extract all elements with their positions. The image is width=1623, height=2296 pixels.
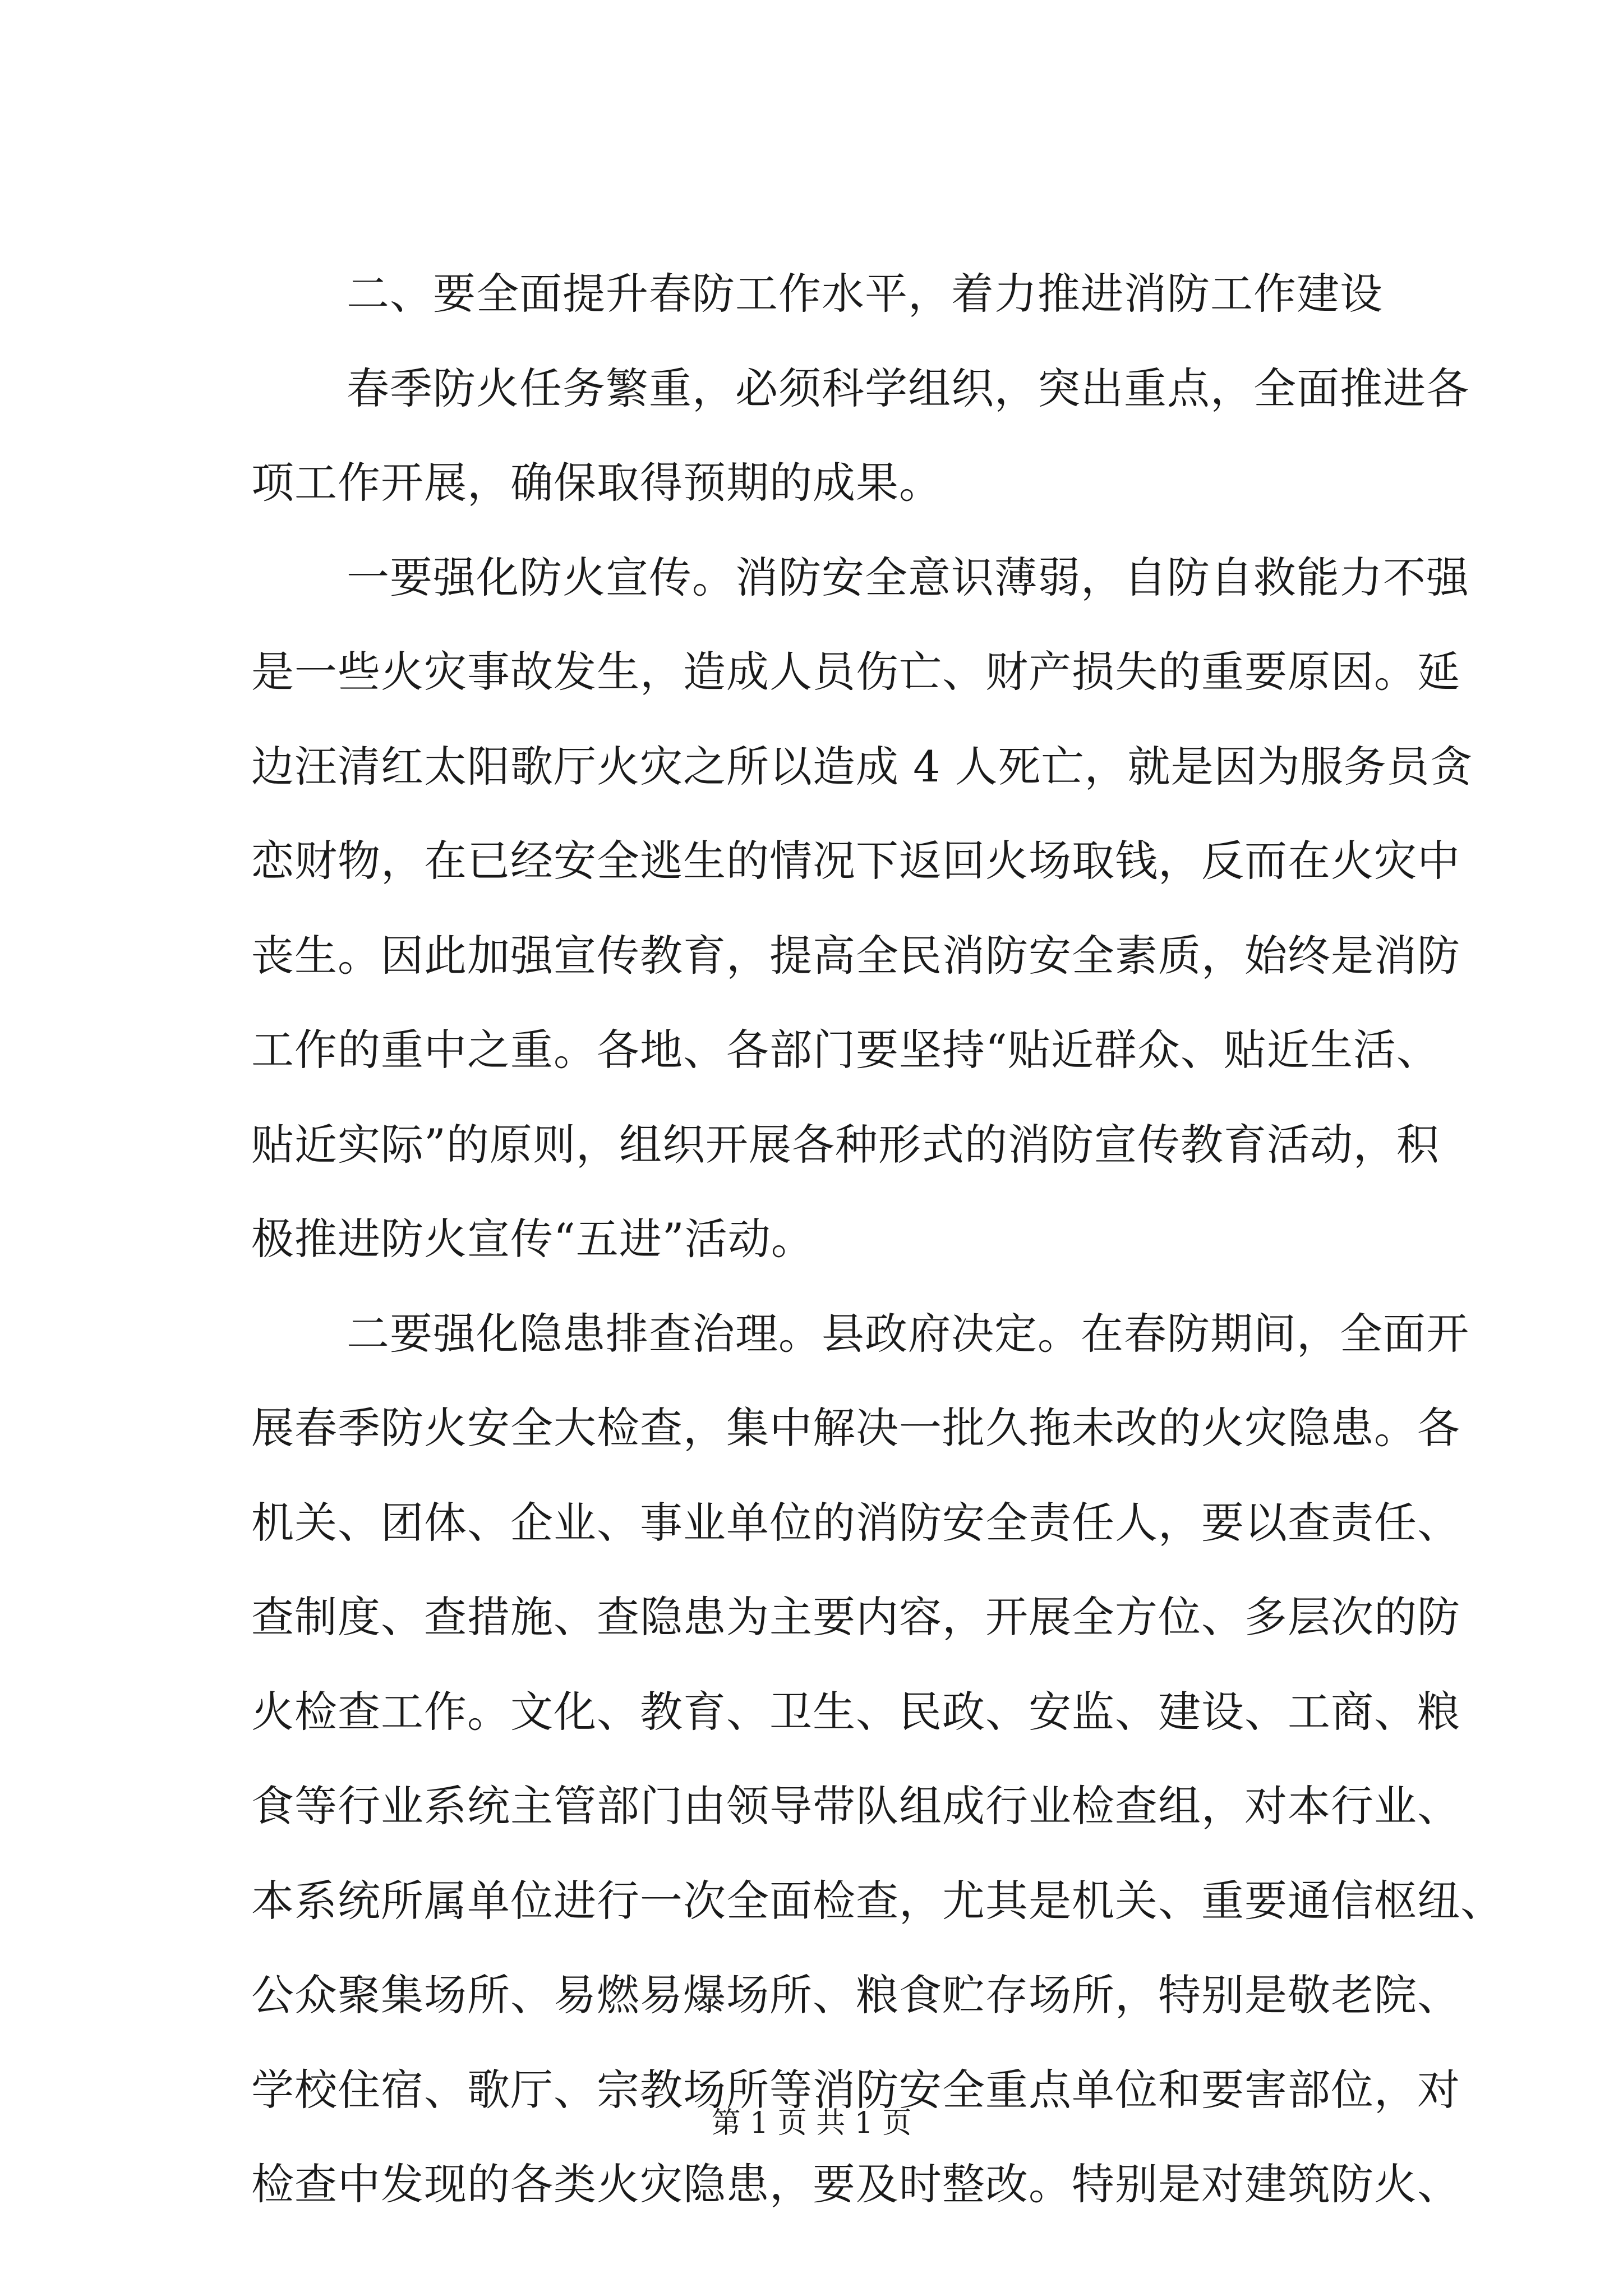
paragraph-line: 一要强化防火宣传。消防安全意识薄弱，自防自救能力不强	[347, 552, 1469, 602]
paragraph-line: 查制度、查措施、查隐患为主要内容，开展全方位、多层次的防	[251, 1592, 1460, 1642]
paragraph-line: 火检查工作。文化、教育、卫生、民政、安监、建设、工商、粮	[251, 1686, 1460, 1737]
paragraph-line: 机关、团体、企业、事业单位的消防安全责任人，要以查责任、	[251, 1497, 1460, 1548]
paragraph-line: 是一些火灾事故发生，造成人员伤亡、财产损失的重要原因。延	[251, 647, 1460, 697]
paragraph-line: 项工作开展，确保取得预期的成果。	[251, 458, 942, 508]
document-body	[251, 247, 1504, 2232]
paragraph-line: 展春季防火安全大检查，集中解决一批久拖未改的火灾隐患。各	[251, 1403, 1460, 1453]
paragraph-1	[251, 342, 1469, 531]
paragraph-line: 极推进防火宣传“五进”活动。	[251, 1214, 814, 1264]
paragraph-3	[251, 1287, 1504, 2232]
paragraph-line: 贴近实际”的原则，组织开展各种形式的消防宣传教育活动，积	[251, 1119, 1440, 1170]
paragraph-line: 公众聚集场所、易燃易爆场所、粮食贮存场所，特别是敬老院、	[251, 1970, 1460, 2020]
paragraph-line: 二要强化隐患排查治理。县政府决定。在春防期间，全面开	[347, 1308, 1469, 1359]
paragraph-line: 食等行业系统主管部门由领导带队组成行业检查组，对本行业、	[251, 1781, 1460, 1831]
paragraph-line: 学校住宿、歌厅、宗教场所等消防安全重点单位和要害部位，对	[251, 2064, 1460, 2115]
paragraph-line: 边汪清红太阳歌厅火灾之所以造成 4 人死亡，就是因为服务员贪	[251, 741, 1473, 792]
paragraph-line: 本系统所属单位进行一次全面检查，尤其是机关、重要通信枢纽、	[251, 1875, 1504, 1926]
paragraph-line: 工作的重中之重。各地、各部门要坚持“贴近群众、贴近生活、	[251, 1025, 1440, 1075]
page-number-footer: 第 1 页 共 1 页	[711, 2106, 912, 2140]
paragraph-line: 丧生。因此加强宣传教育，提高全民消防安全素质，始终是消防	[251, 930, 1460, 981]
paragraph-2	[251, 531, 1473, 1287]
section-heading: 二、要全面提升春防工作水平，着力推进消防工作建设	[347, 269, 1383, 319]
paragraph-line: 恋财物，在已经安全逃生的情况下返回火场取钱，反而在火灾中	[251, 836, 1460, 886]
paragraph-line: 检查中发现的各类火灾隐患，要及时整改。特别是对建筑防火、	[251, 2159, 1460, 2209]
paragraph-line: 春季防火任务繁重，必须科学组织，突出重点，全面推进各	[347, 363, 1469, 413]
